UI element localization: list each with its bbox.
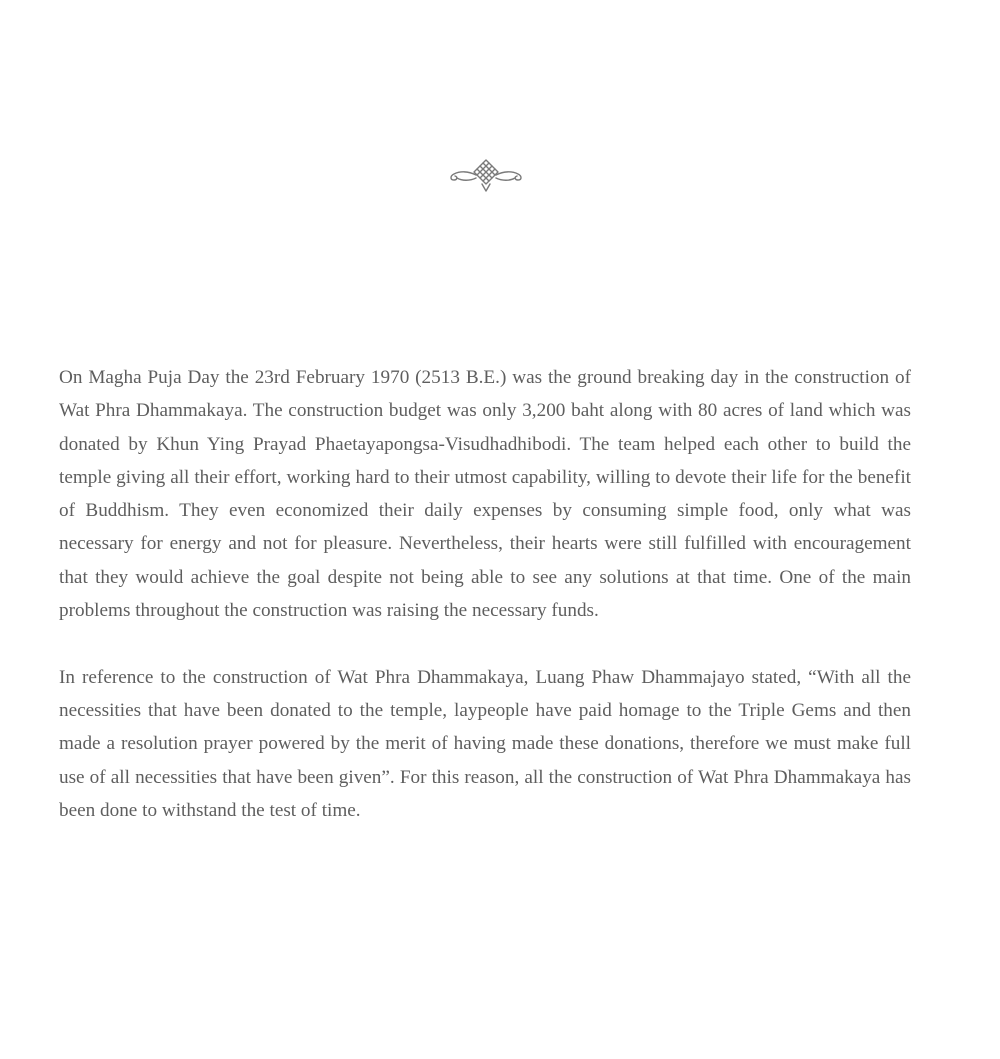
knot-flourish-icon bbox=[446, 156, 526, 196]
paragraph: In reference to the construction of Wat Phra Dhammakaya, Luang Phaw Dhammajayo stated, “With all the necessities that have been donated to the temple, laypeople have paid homage to the Triple Gems and then made a resolution prayer powered by the merit of having made these donations, therefore we must make full use of all necessities that have been given”. For this reason, all the construction of Wat Phra Dhammakaya has been done to withstand the test of time. bbox=[59, 666, 911, 821]
body-text bbox=[59, 361, 911, 827]
paragraph: On Magha Puja Day the 23rd February 1970 (2513 B.E.) was the ground breaking day in the construction of Wat Phra Dhammakaya. The construction budget was only 3,200 baht along with 80 acres of land which was donated by Khun Ying Prayad Phaetayapongsa-Visudhadhibodi. The team helped each other to build the temple giving all their effort, working hard to their utmost capability, willing to devote their life for the benefit of Buddhism. They even economized their daily expenses by consuming simple food, only what was necessary for energy and not for pleasure. Nevertheless, their hearts were still fulfilled with encouragement that they would achieve the goal despite not being able to see any solutions at that time. One of the main problems throughout the construction was raising the necessary funds. bbox=[59, 367, 911, 622]
